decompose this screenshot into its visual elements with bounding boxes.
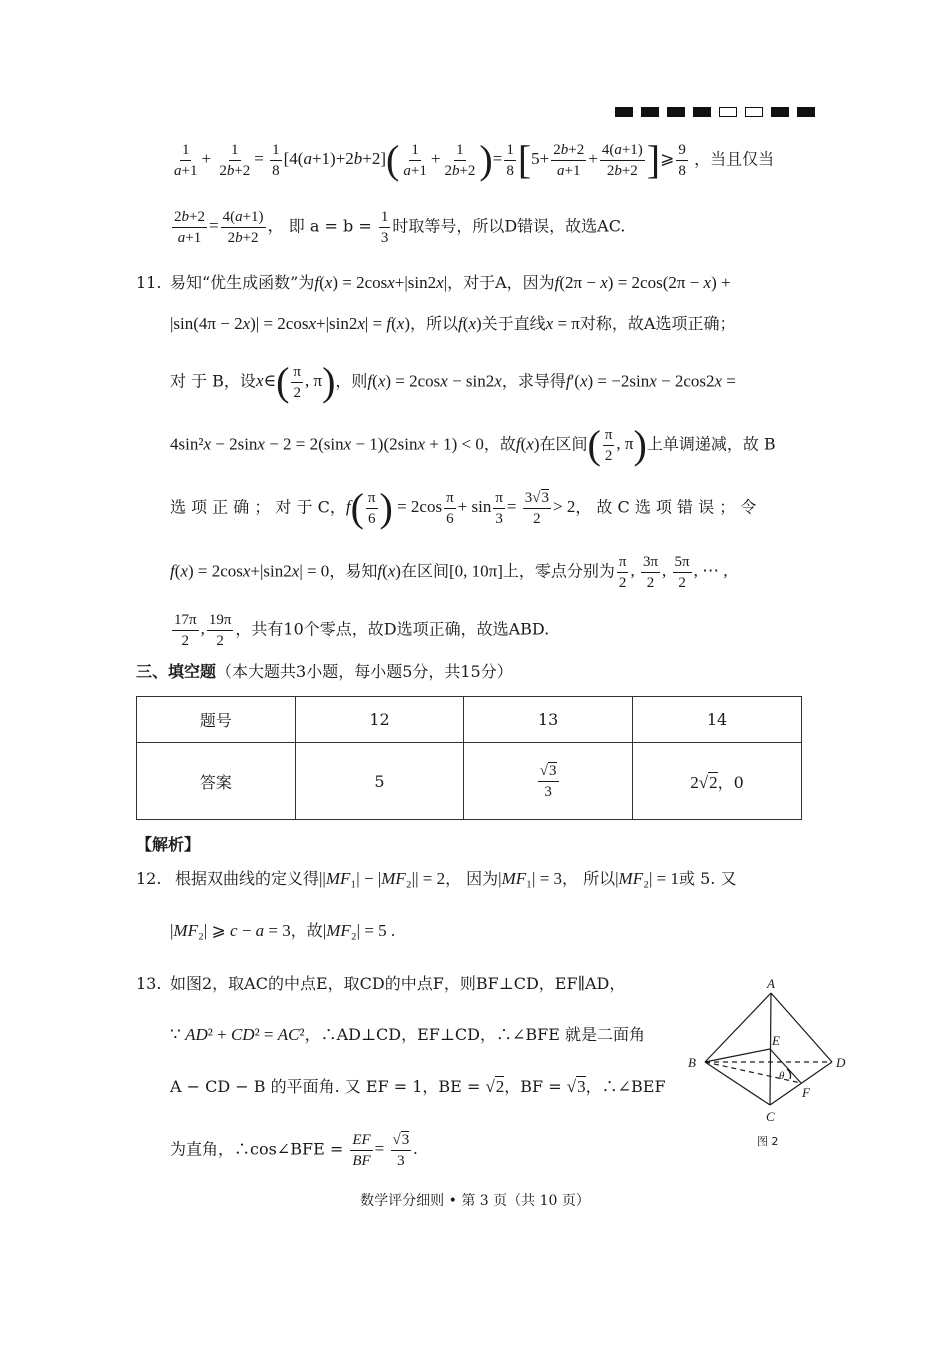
- q13-number: 13.: [136, 974, 162, 993]
- q13-line-4: 为直角，∴cos∠BFE = $\frac{EF}{BF}$ = $\frac{√3}{3}$ .: [170, 1132, 418, 1169]
- table-cell: 14: [632, 697, 801, 743]
- answer-table: [136, 696, 802, 820]
- q11-line-7: $\frac{17\pi}{2}$ , $\frac{19\pi}{2}$ ，共有10个零点，故D选项正确，故选ABD.: [174, 612, 550, 649]
- marker-filled: [641, 107, 659, 117]
- marker-filled: [797, 107, 815, 117]
- marker-filled: [615, 107, 633, 117]
- label-f: F: [802, 1085, 810, 1100]
- edge-cd: [770, 1062, 832, 1105]
- label-theta: θ: [779, 1070, 785, 1082]
- table-cell: 答案: [137, 743, 296, 820]
- label-e: E: [772, 1033, 780, 1048]
- q10-line-1: $\frac{1}{a+1}$ + $\frac{1}{2b+2}$ = $\frac{1}{8}$ [4(a+1)+2b+2]( $\frac{1}{a+1}$ + $\frac{1}{2b+2}$ )= $\frac{1}{8}$ [5+ $\frac{2b+2}{a+1}$ + $\frac{4(a+1)}{2b+2}$ ]⩾ $\frac{9}{8}$ ，当且仅当: [174, 137, 775, 183]
- label-c: C: [766, 1109, 775, 1124]
- table-cell: $\frac{√3}{3}$: [464, 743, 633, 820]
- table-row: [137, 697, 802, 743]
- label-a: A: [767, 976, 775, 991]
- marker-filled: [771, 107, 789, 117]
- table-cell: 5: [295, 743, 464, 820]
- segment-bf-hidden: [705, 1062, 801, 1083]
- q11-line-3: 对 于 B，设x∈( $\frac{\pi}{2}$ , π)，则f(x) = 2cosx − sin2x，求导得f′(x) = −2sinx − 2cos2x =: [170, 359, 736, 405]
- edge-bc: [705, 1062, 770, 1105]
- segment-ef: [770, 1049, 801, 1083]
- table-cell: 13: [464, 697, 633, 743]
- figure-caption: 图 2: [757, 1135, 779, 1148]
- q10-condition-text: ，当且仅当: [694, 149, 775, 169]
- q13-line-3: A − CD − B 的平面角. 又 EF = 1，BE = √2，BF = √3，∴∠BEF: [170, 1077, 666, 1096]
- label-b: B: [688, 1055, 696, 1070]
- section-heading: 三、填空题（本大题共3小题，每小题5分，共15分）: [136, 662, 513, 681]
- table-cell: 2√2，0: [632, 743, 801, 820]
- marker-filled: [667, 107, 685, 117]
- edge-ad: [771, 993, 832, 1062]
- q12-line-1: 根据双曲线的定义得||MF₁| − |MF₂|| = 2， 因为|MF₁| = 3， 所以|MF₂| = 1或 5. 又: [175, 869, 737, 888]
- table-cell: 12: [295, 697, 464, 743]
- marker-filled: [693, 107, 711, 117]
- table-row: [137, 743, 802, 820]
- marker-open: [719, 107, 737, 117]
- q11-line-5: 选 项 正 确 ； 对 于 C，f( $\frac{\pi}{6}$ ) = 2cos $\frac{\pi}{6}$ + sin $\frac{\pi}{3}$ = $\frac{3√3}{2}$ > 2， 故 C 选 项 错 误 ； 令: [170, 485, 757, 531]
- q11-line-2: |sin(4π − 2x)| = 2cosx+|sin2x| = f(x)，所以f(x)关于直线x = π对称，故A选项正确；: [170, 314, 736, 333]
- q12-number: 12.: [136, 869, 162, 888]
- label-d: D: [836, 1055, 846, 1070]
- q11-line-4: 4sin²x − 2sinx − 2 = 2(sinx − 1)(2sinx + 1) < 0，故f(x)在区间( $\frac{\pi}{2}$ , π)上单调递减，故 B: [170, 422, 776, 468]
- q12-line-2: |MF₂| ⩾ c − a = 3，故|MF₂| = 5 .: [170, 921, 396, 940]
- analysis-label: 【解析】: [136, 835, 201, 854]
- page-footer: 数学评分细则 • 第 3 页（共 10 页）: [360, 1193, 590, 1209]
- q10-line-2: $\frac{2b+2}{a+1}$ = $\frac{4(a+1)}{2b+2}$ ， 即 a = b = $\frac{1}{3}$ 时取等号，所以D错误，故选AC.: [174, 209, 626, 246]
- figure-tetrahedron: [680, 975, 850, 1150]
- q11-line-6: f(x) = 2cosx+|sin2x| = 0，易知f(x)在区间[0, 10π]上，零点分别为 $\frac{\pi}{2}$ , $\frac{3\pi}{2}$ , $\frac{5\pi}{2}$ , ⋯ ,: [170, 554, 728, 591]
- edge-ab: [705, 993, 771, 1062]
- marker-open: [745, 107, 763, 117]
- table-cell: 题号: [137, 697, 296, 743]
- q11-number: 11.: [136, 273, 162, 292]
- q11-line-1: 易知“优生成函数”为f(x) = 2cosx+|sin2x|，对于A，因为f(2π − x) = 2cos(2π − x) +: [170, 273, 731, 292]
- q13-line-2: ∵ AD² + CD² = AC²，∴AD⊥CD，EF⊥CD，∴∠BFE 就是二面角: [170, 1025, 646, 1044]
- header-markers: [615, 107, 815, 117]
- q13-line-1: 如图2，取AC的中点E，取CD的中点F，则BF⊥CD，EF∥AD，: [170, 974, 626, 993]
